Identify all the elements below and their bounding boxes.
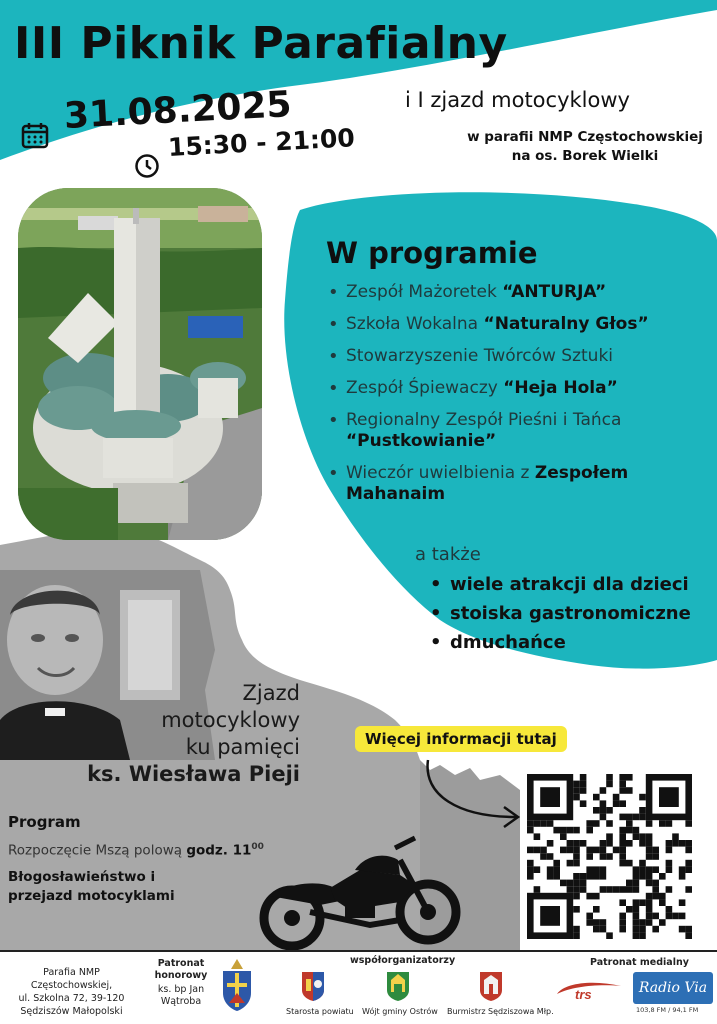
location-line-2: na os. Borek Wielki (511, 148, 659, 164)
footer-parish-address: Parafia NMP Częstochowskiej, ul. Szkolna 72, 39-120 Sędziszów Małopolski (18, 967, 125, 1017)
rally-program-heading: Program (8, 813, 81, 831)
honorary-patronage-label: Patronat honorowy (154, 958, 208, 981)
event-subtitle: i I zjazd motocyklowy (405, 88, 630, 112)
program-item: • Zespół Mażoretek “ANTURJA” (322, 282, 702, 303)
qr-finder-pattern (527, 893, 573, 939)
honorary-patron-name: ks. bp Jan Wątroba (157, 984, 205, 1007)
rally-line-1: Zjazd (242, 681, 300, 705)
qr-code[interactable] (520, 770, 700, 945)
sedziszow-town-crest-icon (478, 970, 504, 1002)
location-line-1: w parafii NMP Częstochowskiej (467, 129, 703, 145)
qr-finder-pattern (527, 774, 573, 820)
arrow-icon (418, 755, 528, 835)
coorganizer-town: Burmistrz Sędziszowa Młp. (447, 1007, 554, 1016)
ostrow-commune-crest-icon (385, 970, 411, 1002)
program-item: • Wieczór uwielbienia z Zespołem Mahanaim (322, 463, 702, 505)
rally-program-blessing: Błogosławieństwo i przejazd motocyklami (8, 869, 175, 904)
rally-memorial-name: ks. Wiesława Pieji (87, 762, 300, 786)
coorganizer-commune: Wójt gminy Ostrów (362, 1007, 438, 1016)
clock-icon (134, 153, 160, 179)
footer-divider (0, 950, 717, 952)
media-patronage-label: Patronat medialny (590, 957, 689, 968)
program-item: • Szkoła Wokalna “Naturalny Głos” (322, 314, 702, 335)
county-crest-icon (300, 970, 326, 1002)
also-list (430, 570, 691, 657)
program-list (322, 282, 702, 516)
coorganizers-label: współorganizatorzy (350, 955, 456, 966)
event-time: 15:30 - 21:00 (167, 123, 356, 162)
also-item: • stoiska gastronomiczne (430, 599, 691, 628)
motorcycle-icon (250, 830, 465, 950)
church-aerial-photo (18, 188, 262, 540)
qr-finder-pattern (646, 774, 692, 820)
program-item: • Stowarzyszenie Twórców Sztuki (322, 346, 702, 367)
rally-program-mass: Rozpoczęcie Mszą polową godz. $11^{00}$ (8, 842, 264, 859)
event-date: 31.08.2025 (62, 84, 293, 137)
also-item: • dmuchańce (430, 628, 691, 657)
trs-logo (555, 978, 623, 1002)
event-location (460, 128, 710, 166)
bishop-coat-of-arms-icon (217, 957, 257, 1013)
radio-via-frequency: 103,8 FM / 94,1 FM (636, 1006, 699, 1014)
radio-via-logo: Radio Via (633, 972, 713, 1004)
rally-description (60, 680, 300, 788)
rally-line-3: ku pamięci (185, 735, 300, 759)
also-label: a także (415, 544, 481, 565)
event-title: III Piknik Parafialny (14, 18, 508, 69)
rally-line-2: motocyklowy (161, 708, 300, 732)
program-title: W programie (326, 236, 538, 270)
coorganizer-county: Starosta powiatu (286, 1007, 354, 1016)
calendar-icon (20, 120, 50, 150)
svg-text:trs: trs (575, 987, 592, 1002)
more-info-label: Więcej informacji tutaj (355, 726, 567, 752)
program-item: • Zespół Śpiewaczy “Heja Hola” (322, 378, 702, 399)
program-item: • Regionalny Zespół Pieśni i Tańca “Pustkowianie” (322, 410, 702, 452)
also-item: • wiele atrakcji dla dzieci (430, 570, 691, 599)
